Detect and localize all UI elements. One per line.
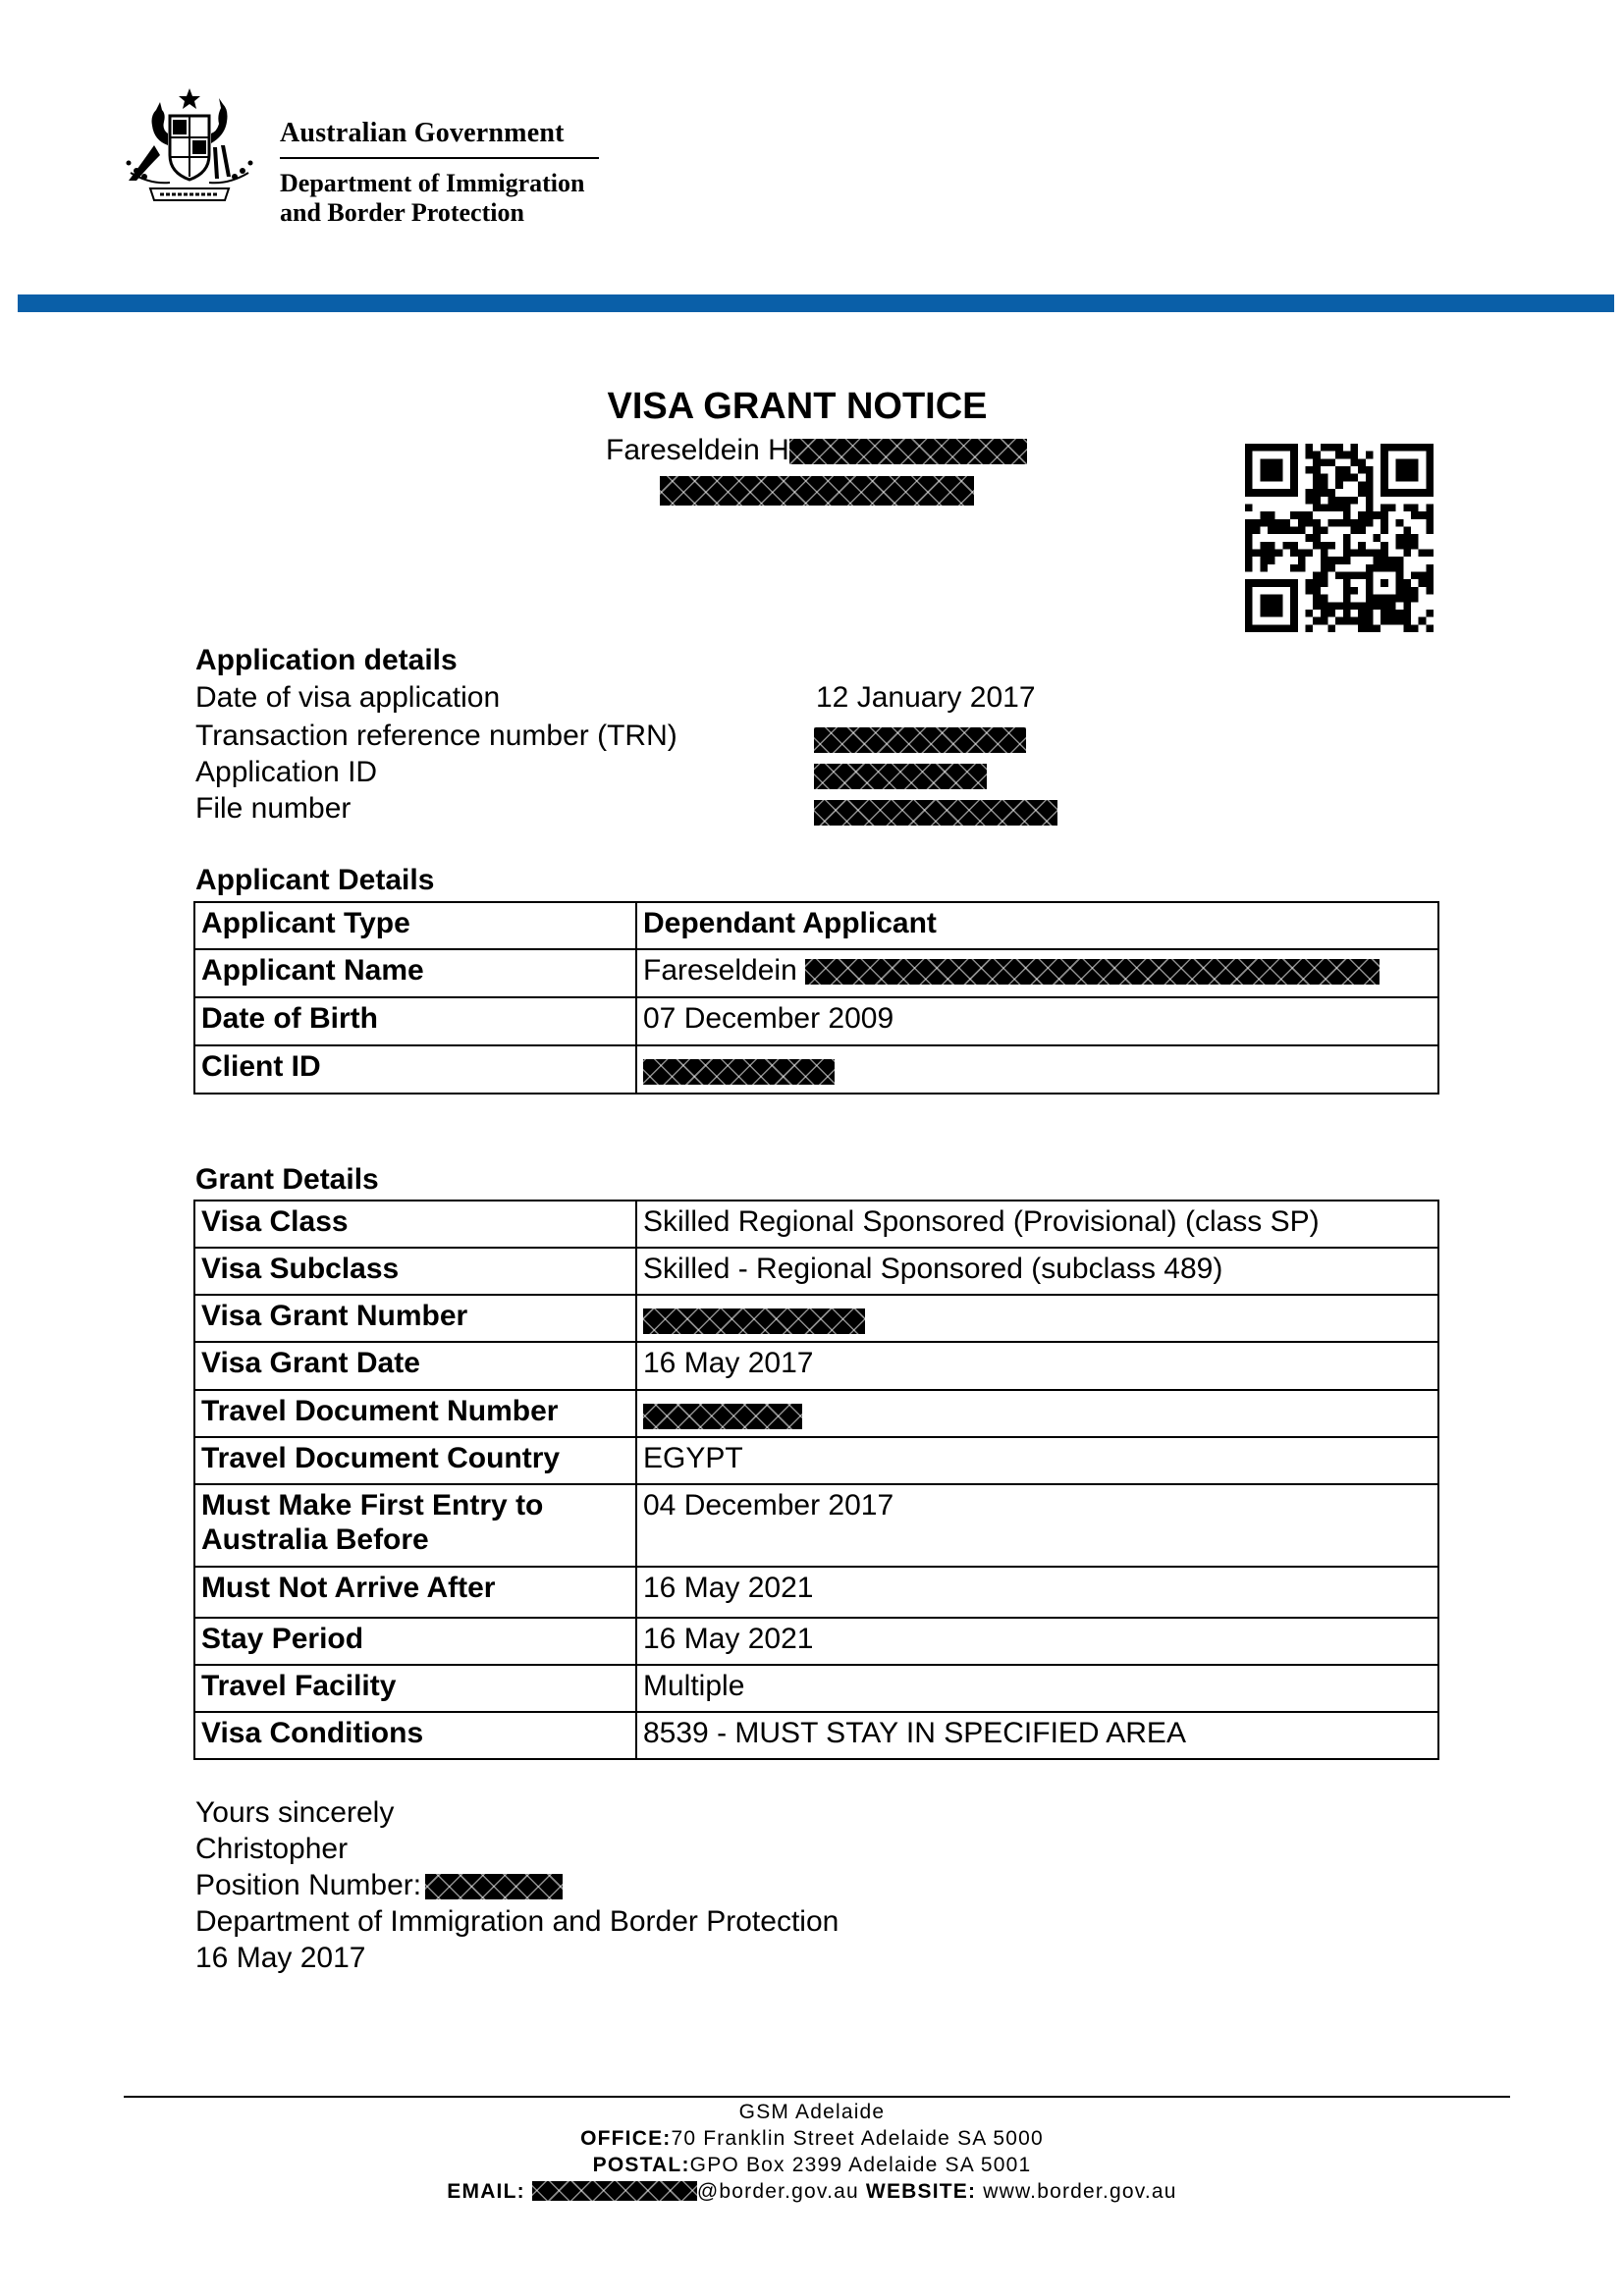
table-label-cell bbox=[194, 1484, 636, 1567]
position-label: Position Number: bbox=[195, 1869, 422, 1901]
redaction-block bbox=[814, 800, 1057, 826]
table-label-cell: Must Not Arrive After bbox=[194, 1567, 636, 1618]
government-name: Australian Government bbox=[280, 118, 565, 148]
coat-of-arms-icon bbox=[111, 86, 268, 206]
table-row bbox=[194, 949, 1438, 997]
applicant-name-text: Fareseldein bbox=[643, 954, 806, 987]
recipient-name-text: Fareseldein H bbox=[606, 434, 789, 466]
table-label-cell: Stay Period bbox=[194, 1618, 636, 1665]
table-row bbox=[194, 1248, 1438, 1295]
table-value-cell: 16 May 2021 bbox=[636, 1567, 1438, 1618]
footer-postal-address: GPO Box 2399 Adelaide SA 5001 bbox=[689, 2154, 1032, 2176]
table-row bbox=[194, 1712, 1438, 1759]
table-value-cell: 04 December 2017 bbox=[636, 1484, 1438, 1567]
footer-postal bbox=[0, 2154, 1624, 2177]
table-label-cell: Visa Class bbox=[194, 1201, 636, 1248]
table-row bbox=[194, 902, 1438, 949]
table-value-cell: 07 December 2009 bbox=[636, 997, 1438, 1045]
application-detail-value: 12 January 2017 bbox=[816, 681, 1036, 714]
applicant-details-table bbox=[193, 901, 1439, 1095]
redaction-block bbox=[425, 1874, 563, 1899]
application-detail-label: Transaction reference number (TRN) bbox=[195, 720, 677, 752]
footer-email-domain: @border.gov.au bbox=[696, 2180, 859, 2203]
footer-email-label: EMAIL: bbox=[447, 2180, 525, 2203]
table-label-cell: Visa Subclass bbox=[194, 1248, 636, 1295]
table-row bbox=[194, 1390, 1438, 1437]
signature-name: Christopher bbox=[195, 1833, 349, 1865]
table-row bbox=[194, 1295, 1438, 1342]
redaction-block bbox=[805, 959, 1380, 985]
logo-divider bbox=[280, 157, 599, 159]
redaction-block bbox=[660, 476, 974, 506]
label-line: Must Make First Entry to bbox=[201, 1489, 544, 1522]
table-value-cell: 16 May 2021 bbox=[636, 1618, 1438, 1665]
table-value-cell bbox=[636, 1390, 1438, 1437]
application-detail-label: File number bbox=[195, 792, 352, 825]
table-value-cell: 8539 - MUST STAY IN SPECIFIED AREA bbox=[636, 1712, 1438, 1759]
application-detail-label: Date of visa application bbox=[195, 681, 501, 714]
table-row bbox=[194, 1437, 1438, 1484]
signature-position bbox=[195, 1869, 563, 1902]
department-name-line2: and Border Protection bbox=[280, 198, 524, 227]
footer-office bbox=[0, 2127, 1624, 2151]
table-label-cell: Applicant Type bbox=[194, 902, 636, 949]
signature-closing: Yours sincerely bbox=[195, 1796, 395, 1829]
table-label-cell: Travel Facility bbox=[194, 1665, 636, 1712]
page-title: VISA GRANT NOTICE bbox=[607, 386, 988, 427]
table-label-cell: Date of Birth bbox=[194, 997, 636, 1045]
table-row bbox=[194, 997, 1438, 1045]
table-label-cell: Client ID bbox=[194, 1045, 636, 1094]
grant-details-table bbox=[193, 1200, 1439, 1760]
redaction-block bbox=[789, 439, 1027, 464]
application-detail-label: Application ID bbox=[195, 756, 378, 788]
table-value-cell: 16 May 2017 bbox=[636, 1342, 1438, 1390]
footer-office-address: 70 Franklin Street Adelaide SA 5000 bbox=[671, 2127, 1044, 2150]
table-row bbox=[194, 1567, 1438, 1618]
redaction-block bbox=[814, 764, 987, 789]
table-label-cell: Visa Grant Number bbox=[194, 1295, 636, 1342]
footer-divider bbox=[124, 2096, 1510, 2098]
redaction-block bbox=[532, 2181, 697, 2201]
qr-code-icon bbox=[1245, 444, 1434, 632]
signature-date: 16 May 2017 bbox=[195, 1942, 366, 1974]
redaction-block bbox=[643, 1404, 802, 1429]
footer-website-link[interactable]: www.border.gov.au bbox=[983, 2180, 1177, 2203]
footer-postal-label: POSTAL: bbox=[592, 2154, 690, 2176]
table-label-cell: Applicant Name bbox=[194, 949, 636, 997]
table-row bbox=[194, 1484, 1438, 1567]
department-name-line1: Department of Immigration bbox=[280, 169, 585, 197]
table-value-cell: Skilled Regional Sponsored (Provisional) (class SP) bbox=[636, 1201, 1438, 1248]
table-row bbox=[194, 1201, 1438, 1248]
table-label-cell: Travel Document Country bbox=[194, 1437, 636, 1484]
table-row bbox=[194, 1665, 1438, 1712]
table-label-cell: Visa Conditions bbox=[194, 1712, 636, 1759]
applicant-details-heading: Applicant Details bbox=[195, 864, 435, 896]
table-label-cell: Travel Document Number bbox=[194, 1390, 636, 1437]
application-details-heading: Application details bbox=[195, 644, 458, 676]
footer-website-label: WEBSITE: bbox=[865, 2180, 977, 2203]
redaction-block bbox=[643, 1308, 865, 1334]
redaction-block bbox=[814, 727, 1026, 753]
footer-office-label: OFFICE: bbox=[580, 2127, 672, 2150]
signature-department: Department of Immigration and Border Protection bbox=[195, 1905, 839, 1938]
table-row bbox=[194, 1618, 1438, 1665]
table-value-cell bbox=[636, 1295, 1438, 1342]
table-row bbox=[194, 1342, 1438, 1390]
label-line: Australia Before bbox=[201, 1522, 429, 1556]
table-value-cell: Multiple bbox=[636, 1665, 1438, 1712]
table-label-cell: Visa Grant Date bbox=[194, 1342, 636, 1390]
grant-details-heading: Grant Details bbox=[195, 1163, 379, 1196]
header-banner bbox=[18, 294, 1614, 312]
table-value-cell: EGYPT bbox=[636, 1437, 1438, 1484]
redaction-block bbox=[643, 1059, 835, 1085]
footer-contact bbox=[0, 2180, 1624, 2204]
table-value-cell bbox=[636, 1045, 1438, 1094]
table-value-cell: Skilled - Regional Sponsored (subclass 489) bbox=[636, 1248, 1438, 1295]
table-row bbox=[194, 1045, 1438, 1094]
table-value-cell bbox=[636, 949, 1438, 997]
recipient-name bbox=[606, 434, 1027, 467]
footer-office-name: GSM Adelaide bbox=[738, 2101, 886, 2123]
table-value-cell: Dependant Applicant bbox=[636, 902, 1438, 949]
